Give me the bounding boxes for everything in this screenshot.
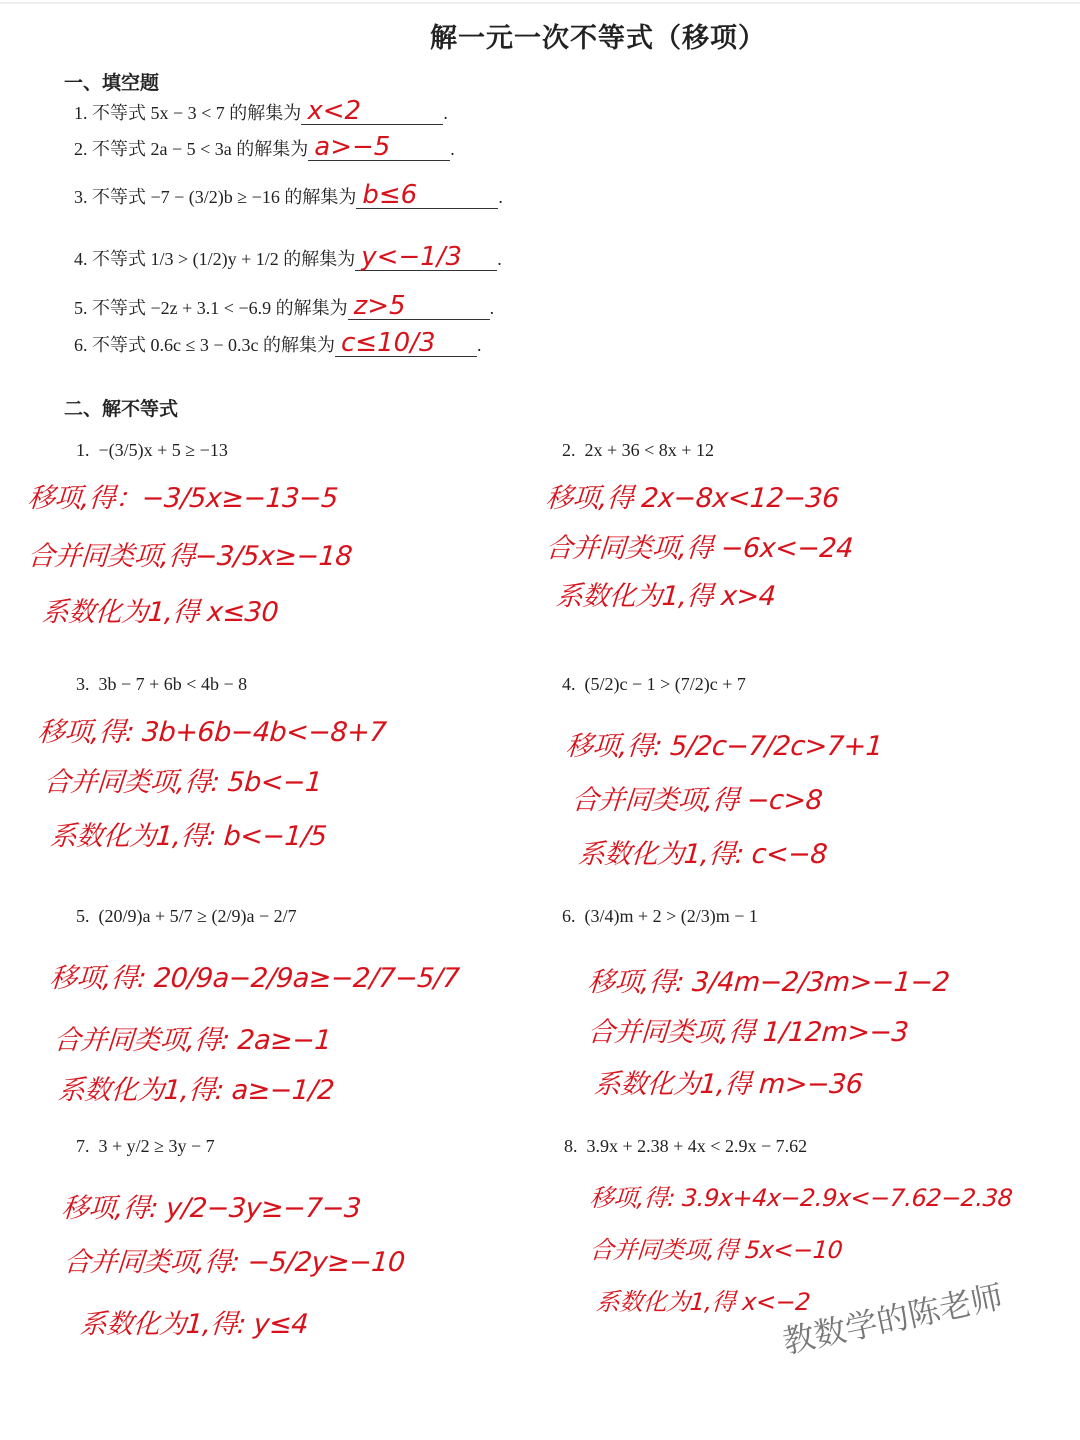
top-edge-line [0,2,1080,4]
problem-1-step-1: 移项,得：−3/5x≥−13−5 [26,483,339,514]
item-number: 6. [74,335,88,355]
item-number: 4. [74,249,88,269]
problem-7-step-2: 合并同类项,得: −5/2y≥−10 [62,1247,406,1278]
fill-item-3: 3. 不等式 −7 − (3/2)b ≥ −16 的解集为 b≤6 . [74,180,503,210]
problem-1-step-2: 合并同类项,得−3/5x≥−18 [26,541,354,572]
section1-heading: 一、填空题 [64,72,160,94]
problem-2-step-2: 合并同类项,得 −6x<−24 [544,533,854,564]
problem-3-step-2: 合并同类项,得: 5b<−1 [42,767,323,798]
item-text: 不等式 5x − 3 < 7 的解集为 [92,103,302,123]
item-number: 1. [74,103,88,123]
problem-2: 2. 2x + 36 < 8x + 12 [562,440,714,460]
answer-blank: z>5 [348,293,490,320]
answer-blank: x<2 [301,98,443,125]
item-number: 5. [74,298,88,318]
problem-8: 8. 3.9x + 2.38 + 4x < 2.9x − 7.62 [564,1136,808,1156]
problem-1: 1. −(3/5)x + 5 ≥ −13 [76,440,228,460]
problem-3-step-3: 系数化为1,得: b<−1/5 [48,821,328,852]
problem-6: 6. (3/4)m + 2 > (2/3)m − 1 [562,906,758,926]
answer-blank: a>−5 [308,134,450,161]
problem-3-step-1: 移项,得: 3b+6b−4b<−8+7 [36,717,388,748]
problem-5-step-3: 系数化为1,得: a≥−1/2 [56,1075,336,1106]
section2-heading: 二、解不等式 [64,398,179,420]
page-title: 解一元一次不等式（移项） [430,23,766,54]
problem-5: 5. (20/9)a + 5/7 ≥ (2/9)a − 2/7 [76,906,297,926]
problem-6-step-2: 合并同类项,得 1/12m>−3 [586,1017,910,1048]
problem-7: 7. 3 + y/2 ≥ 3y − 7 [76,1136,215,1156]
fill-item-1: 1. 不等式 5x − 3 < 7 的解集为 x<2 . [74,96,448,126]
problem-8-step-3: 系数化为1,得 x<−2 [594,1288,812,1316]
problem-8-step-2: 合并同类项,得 5x<−10 [588,1236,844,1264]
item-text: 不等式 1/3 > (1/2)y + 1/2 的解集为 [92,249,356,269]
answer-blank: y<−1/3 [355,244,497,271]
fill-item-4: 4. 不等式 1/3 > (1/2)y + 1/2 的解集为 y<−1/3 . [74,242,502,272]
problem-2-step-3: 系数化为1,得 x>4 [554,581,777,612]
problem-4-step-3: 系数化为1,得: c<−8 [576,839,829,870]
item-text: 不等式 2a − 5 < 3a 的解集为 [92,139,309,159]
item-text: 不等式 −2z + 3.1 < −6.9 的解集为 [92,298,348,318]
problem-4-step-1: 移项,得: 5/2c−7/2c>7+1 [564,731,884,762]
problem-6-step-3: 系数化为1,得 m>−36 [592,1069,864,1100]
item-number: 3. [74,187,88,207]
answer-blank: b≤6 [356,182,498,209]
item-text: 不等式 −7 − (3/2)b ≥ −16 的解集为 [92,187,357,207]
problem-7-step-1: 移项,得: y/2−3y≥−7−3 [60,1193,362,1224]
answer-blank: c≤10/3 [335,330,477,357]
item-text: 不等式 0.6c ≤ 3 − 0.3c 的解集为 [92,335,336,355]
fill-item-2: 2. 不等式 2a − 5 < 3a 的解集为 a>−5 . [74,132,455,162]
item-number: 2. [74,139,88,159]
problem-8-step-1: 移项,得: 3.9x+4x−2.9x<−7.62−2.38 [588,1184,1014,1212]
problem-4: 4. (5/2)c − 1 > (7/2)c + 7 [562,674,746,694]
fill-item-6: 6. 不等式 0.6c ≤ 3 − 0.3c 的解集为 c≤10/3 . [74,328,482,358]
problem-6-step-1: 移项,得: 3/4m−2/3m>−1−2 [586,967,951,998]
problem-5-step-1: 移项,得: 20/9a−2/9a≥−2/7−5/7 [48,963,461,994]
problem-5-step-2: 合并同类项,得: 2a≥−1 [52,1025,333,1056]
problem-2-step-1: 移项,得 2x−8x<12−36 [544,483,840,514]
problem-4-step-2: 合并同类项,得 −c>8 [570,785,824,816]
problem-7-step-3: 系数化为1,得: y≤4 [78,1309,310,1340]
problem-3: 3. 3b − 7 + 6b < 4b − 8 [76,674,248,694]
watermark: 教数学的陈老师 [779,1277,1007,1362]
problem-1-step-3: 系数化为1,得 x≤30 [40,597,280,628]
fill-item-5: 5. 不等式 −2z + 3.1 < −6.9 的解集为 z>5 . [74,291,495,321]
